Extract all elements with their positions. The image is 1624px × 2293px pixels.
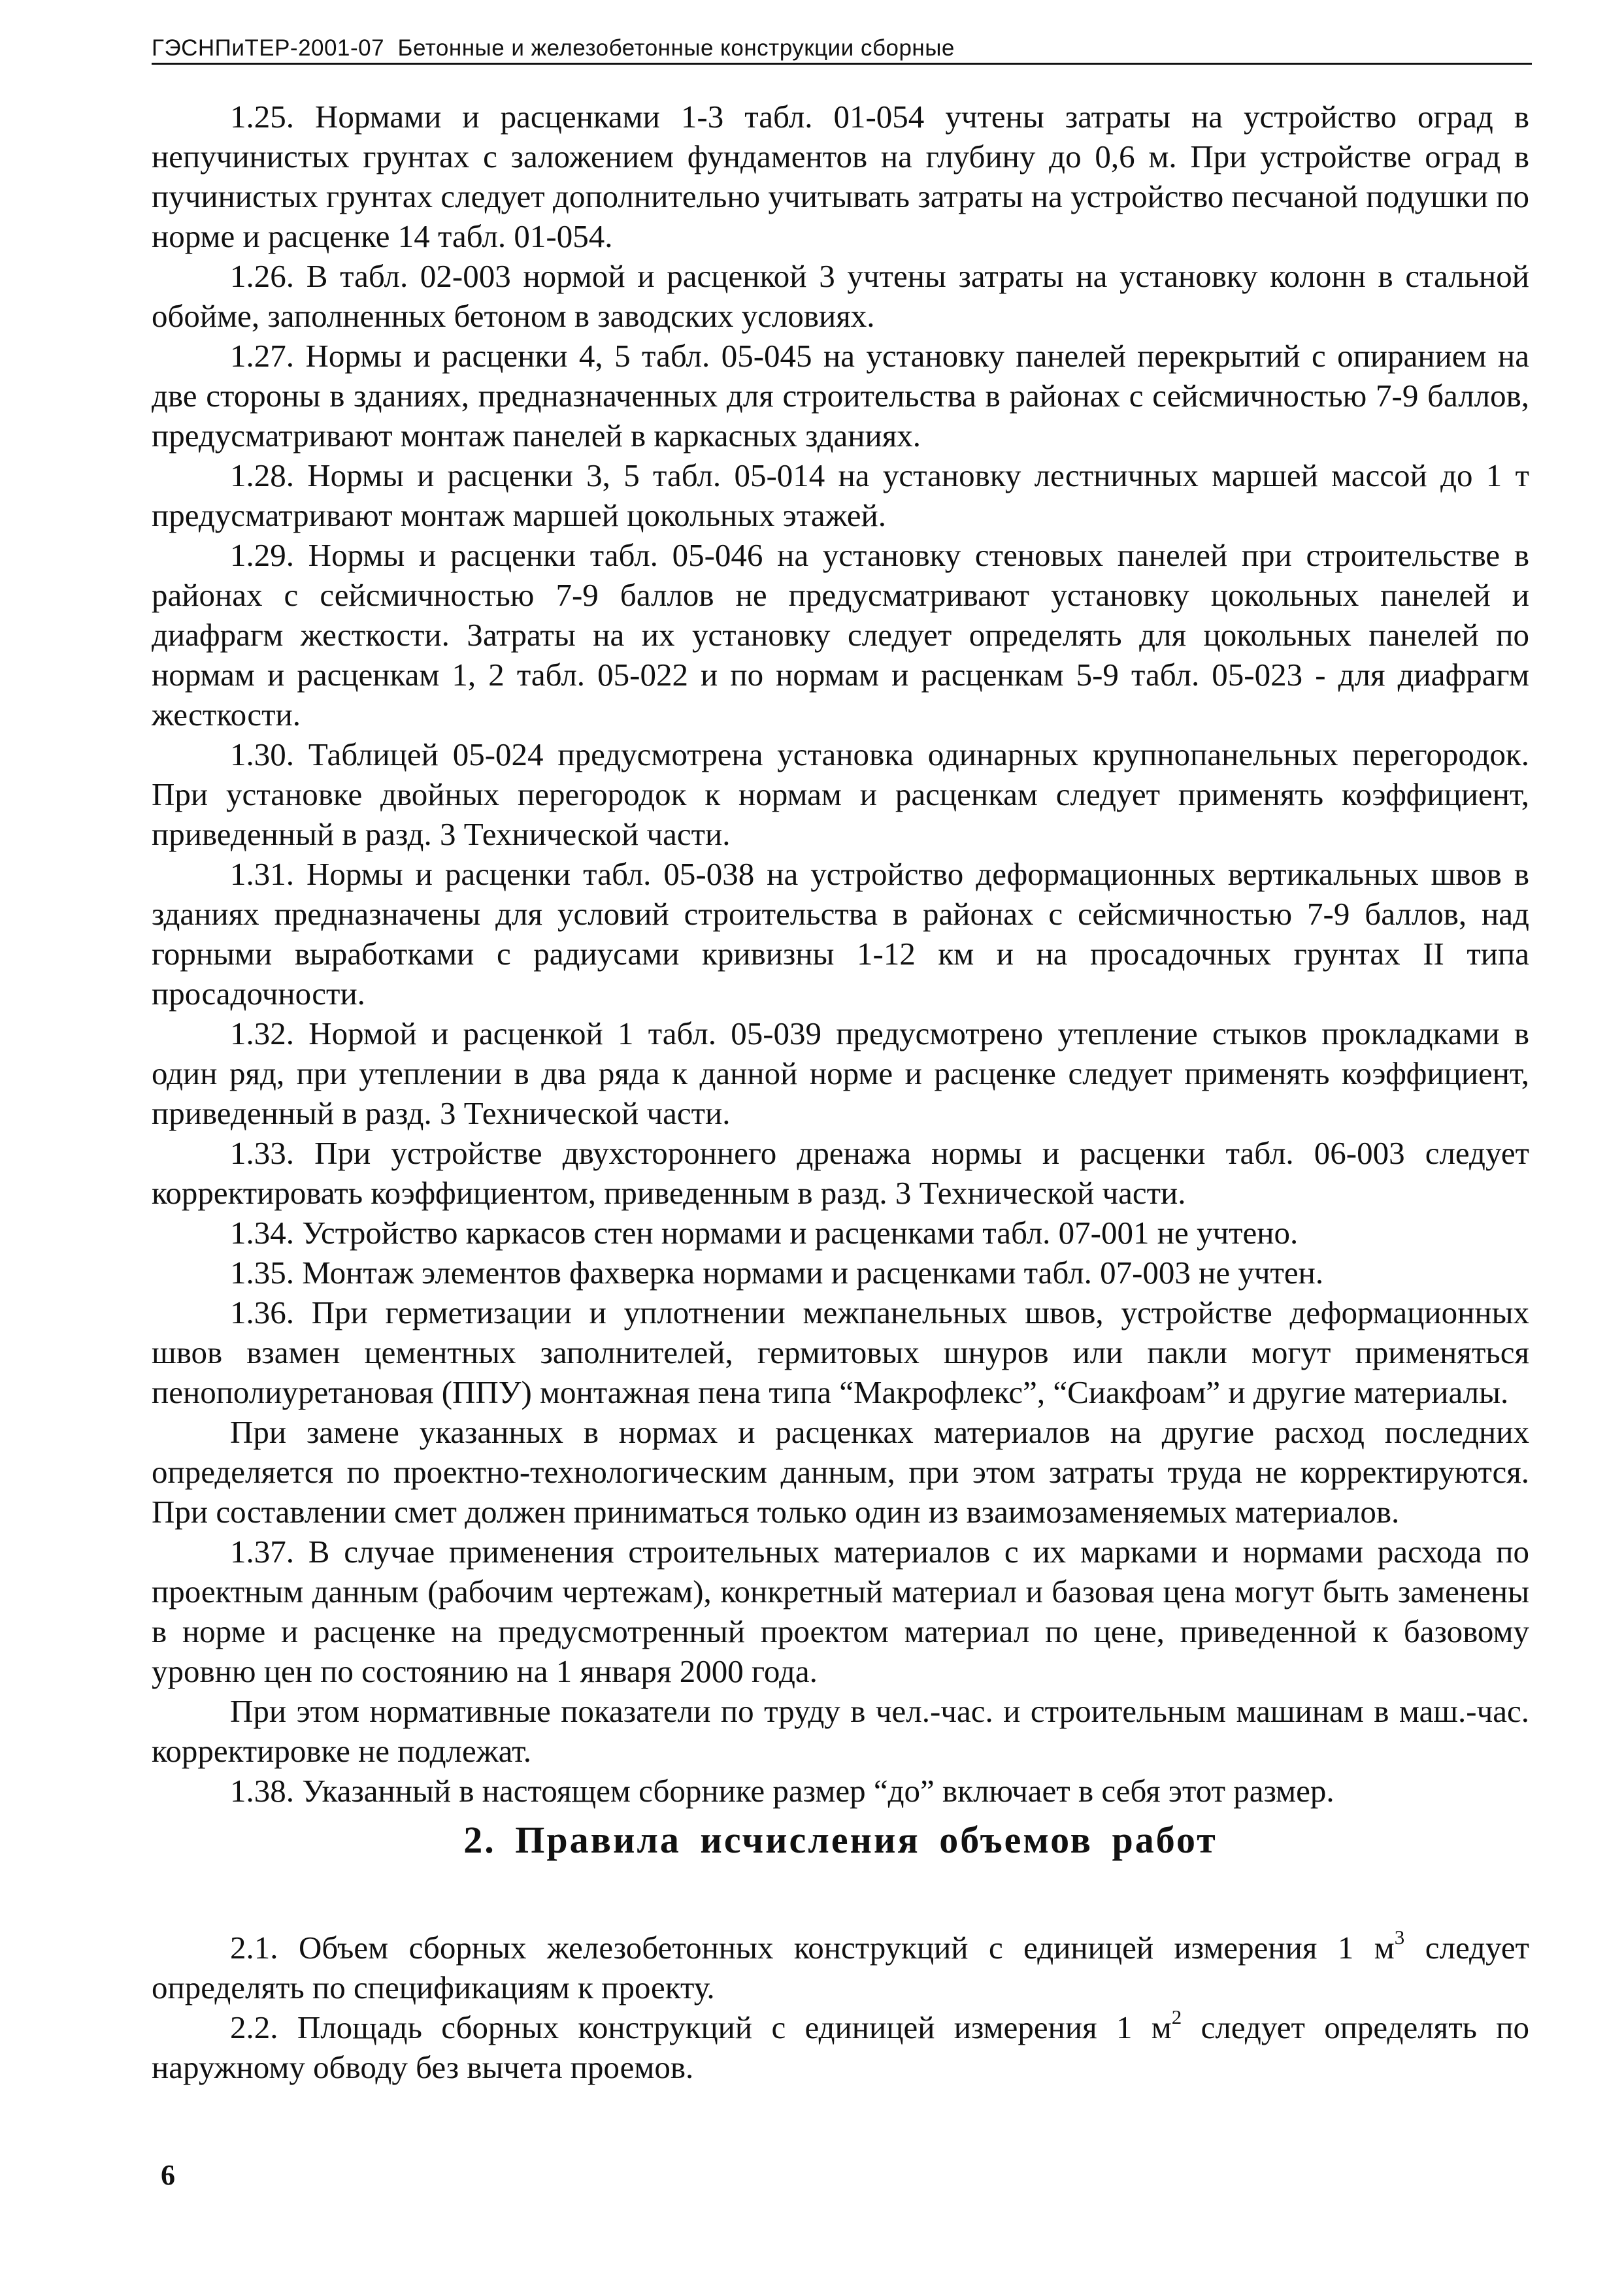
paragraph-1-33: 1.33. При устройстве двухстороннего дренажа нормы и расценки табл. 06-003 следует корректировать коэффициентом, приведенным в разд. 3 Технической части. <box>152 1135 1529 1211</box>
cubic-superscript: 3 <box>1394 1926 1405 1949</box>
section-body <box>152 1928 1529 2087</box>
paragraph-1-27: 1.27. Нормы и расценки 4, 5 табл. 05-045 на установку панелей перекрытий с опиранием на две стороны в зданиях, предназначенных для строительства в районах с сейсмичностью 7-9 баллов, предусматривают монтаж панелей в каркасных зданиях. <box>152 338 1529 454</box>
paragraph-2-2-tail: следует определять по наружному обводу без вычета проемов. <box>152 2009 1530 2085</box>
paragraph-1-32: 1.32. Нормой и расценкой 1 табл. 05-039 предусмотрено утепление стыков прокладками в один ряд, при утеплении в два ряда к данной норме и расценке следует применять коэффициент, приведенный в разд. 3 Технической части. <box>152 1015 1529 1131</box>
paragraph-2-1-tail: следует определять по спецификациям к проекту. <box>152 1930 1529 2005</box>
paragraph-1-28: 1.28. Нормы и расценки 3, 5 табл. 05-014 на установку лестничных маршей массой до 1 т предусматривают монтаж маршей цокольных этажей. <box>152 457 1529 533</box>
paragraph-1-34: 1.34. Устройство каркасов стен нормами и расценками табл. 07-001 не учтено. <box>230 1215 1299 1251</box>
paragraph-1-36-continued: При замене указанных в нормах и расценках материалов на другие расход последних определяется по проектно-технологическим данным, при этом затраты труда не корректируются. При составлении смет должен приниматься только один из взаимозаменяемых материалов. <box>152 1414 1529 1530</box>
paragraph-1-26: 1.26. В табл. 02-003 нормой и расценкой 3 учтены затраты на установку колонн в стальной обойме, заполненных бетоном в заводских условиях. <box>152 258 1529 334</box>
header-rule <box>152 63 1532 65</box>
page-number: 6 <box>161 2159 175 2191</box>
running-header <box>152 33 1532 64</box>
header-title: Бетонные и железобетонные конструкции сборные <box>397 35 955 61</box>
section-heading: 2. Правила исчисления объемов работ <box>463 1819 1218 1861</box>
header-code: ГЭСНПиТЕР-2001-07 <box>152 35 385 61</box>
paragraph-1-30: 1.30. Таблицей 05-024 предусмотрена установка одинарных крупнопанельных перегородок. При установке двойных перегородок к нормам и расценкам следует применять коэффициент, приведенный в разд. 3 Технической части. <box>152 736 1529 852</box>
paragraph-1-37: 1.37. В случае применения строительных материалов с их марками и нормами расхода по проектным данным (рабочим чертежам), конкретный материал и базовая цена могут быть заменены в норме и расценке на предусмотренный проектом материал по цене, приведенной к базовому уровню цен по состоянию на 1 января 2000 года. <box>152 1534 1529 1689</box>
paragraph-1-25: 1.25. Нормами и расценками 1-3 табл. 01-054 учтены затраты на устройство оград в непучинистых грунтах с заложением фундаментов на глубину до 0,6 м. При устройстве оград в пучинистых грунтах следует дополнительно учитывать затраты на устройство песчаной подушки по норме и расценке 14 табл. 01-054. <box>152 99 1529 254</box>
paragraph-2-1-text: 2.1. Объем сборных железобетонных конструкций с единицей измерения 1 м <box>230 1930 1395 1966</box>
paragraph-1-31: 1.31. Нормы и расценки табл. 05-038 на устройство деформационных вертикальных швов в зданиях предназначены для условий строительства в районах с сейсмичностью 7-9 баллов, над горными выработками с радиусами кривизны 1-12 км и на просадочных грунтах II типа просадочности. <box>152 856 1529 1012</box>
paragraph-1-29: 1.29. Нормы и расценки табл. 05-046 на установку стеновых панелей при строительстве в районах с сейсмичностью 7-9 баллов не предусматривают установку цокольных панелей и диафрагм жесткости. Затраты на их установку следует определять для цокольных панелей по нормам и расценкам 1, 2 табл. 05-022 и по нормам и расценкам 5-9 табл. 05-023 - для диафрагм жесткости. <box>152 537 1529 733</box>
paragraph-2-2-text: 2.2. Площадь сборных конструкций с единицей измерения 1 м <box>230 2009 1172 2045</box>
paragraph-1-37-continued: При этом нормативные показатели по труду в чел.-час. и строительным машинам в маш.-час. корректировке не подлежат. <box>152 1693 1529 1769</box>
paragraph-2-1 <box>152 1928 1529 2007</box>
paragraph-1-35: 1.35. Монтаж элементов фахверка нормами и расценками табл. 07-003 не учтен. <box>230 1255 1324 1291</box>
paragraph-1-36: 1.36. При герметизации и уплотнении межпанельных швов, устройстве деформационных швов взамен цементных заполнителей, гермитовых шнуров или пакли могут применяться пенополиуретановая (ППУ) монтажная пена типа “Макрофлекс”, “Сиакфоам” и другие материалы. <box>152 1295 1529 1410</box>
paragraph-2-2 <box>152 2007 1529 2087</box>
body-text <box>152 97 1529 1811</box>
paragraph-1-38: 1.38. Указанный в настоящем сборнике размер “до” включает в себя этот размер. <box>230 1773 1334 1809</box>
square-superscript: 2 <box>1171 2005 1182 2028</box>
